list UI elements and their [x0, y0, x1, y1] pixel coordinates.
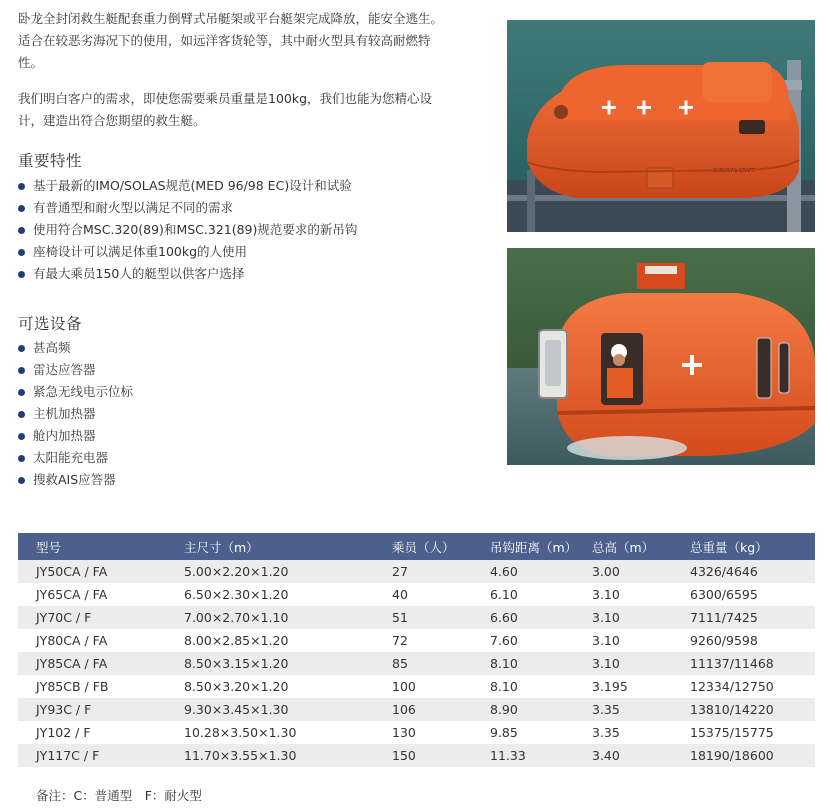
option-item: 太阳能充电器	[18, 447, 133, 469]
feature-item: 基于最新的IMO/SOLAS规范(MED 96/98 EC)设计和试验	[18, 175, 357, 197]
bullet-icon	[18, 271, 25, 278]
cell-weight: 15375/15775	[690, 725, 774, 740]
cell-height: 3.00	[592, 564, 620, 579]
header-height: 总高（m）	[592, 539, 655, 555]
bullet-icon	[18, 477, 25, 484]
feature-item: 使用符合MSC.320(89)和MSC.321(89)规范要求的新吊钩	[18, 219, 357, 241]
cell-capacity: 106	[392, 702, 416, 717]
cell-dimensions: 7.00×2.70×1.10	[184, 610, 289, 625]
table-row	[18, 629, 815, 652]
cell-height: 3.10	[592, 633, 620, 648]
intro-paragraph-2: 我们明白客户的需求，即使您需要乘员重量是100kg，我们也能为您精心设计，建造出符合您期望的救生艇。	[18, 91, 433, 128]
cell-dimensions: 6.50×2.30×1.20	[184, 587, 289, 602]
table-row	[18, 560, 815, 583]
cell-height: 3.35	[592, 702, 620, 717]
feature-item: 有普通型和耐火型以满足不同的需求	[18, 197, 357, 219]
cell-weight: 12334/12750	[690, 679, 774, 694]
header-weight: 总重量（kg）	[690, 539, 768, 555]
table-row	[18, 583, 815, 606]
cell-model: JY93C / F	[36, 702, 92, 717]
cell-hook-distance: 9.85	[490, 725, 518, 740]
cell-hook-distance: 8.10	[490, 679, 518, 694]
cell-hook-distance: 11.33	[490, 748, 526, 763]
option-item: 甚高频	[18, 337, 133, 359]
cell-model: JY80CA / FA	[36, 633, 108, 648]
cell-model: JY102 / F	[36, 725, 91, 740]
cell-weight: 7111/7425	[690, 610, 758, 625]
cell-height: 3.10	[592, 587, 620, 602]
cell-height: 3.35	[592, 725, 620, 740]
cell-capacity: 85	[392, 656, 408, 671]
option-item: 紧急无线电示位标	[18, 381, 133, 403]
cell-height: 3.195	[592, 679, 628, 694]
cell-dimensions: 9.30×3.45×1.30	[184, 702, 289, 717]
cell-model: JY65CA / FA	[36, 587, 108, 602]
specification-table	[18, 533, 815, 767]
cell-weight: 4326/4646	[690, 564, 758, 579]
header-dimensions: 主尺寸（m）	[184, 539, 259, 555]
header-capacity: 乘员（人）	[392, 539, 455, 555]
table-row	[18, 652, 815, 675]
lifeboat-photo-bottom	[507, 248, 815, 465]
option-item: 舱内加热器	[18, 425, 133, 447]
cell-weight: 9260/9598	[690, 633, 758, 648]
cell-height: 3.10	[592, 610, 620, 625]
cell-model: JY50CA / FA	[36, 564, 108, 579]
cell-dimensions: 10.28×3.50×1.30	[184, 725, 297, 740]
cell-capacity: 130	[392, 725, 416, 740]
bullet-icon	[18, 389, 25, 396]
bullet-icon	[18, 249, 25, 256]
intro-paragraph-1: 卧龙全封闭救生艇配套重力倒臂式吊艇架或平台艇架完成降放，能安全逃生。适合在较恶劣海况下的使用，如远洋客货轮等，其中耐火型具有较高耐燃特性。	[18, 11, 444, 70]
cell-height: 3.10	[592, 656, 620, 671]
cell-capacity: 40	[392, 587, 408, 602]
features-list	[18, 175, 357, 285]
intro-text	[18, 8, 448, 146]
cell-hook-distance: 4.60	[490, 564, 518, 579]
bullet-icon	[18, 367, 25, 374]
cell-model: JY70C / F	[36, 610, 92, 625]
cell-dimensions: 11.70×3.55×1.30	[184, 748, 297, 763]
cell-hook-distance: 6.10	[490, 587, 518, 602]
cell-dimensions: 8.50×3.15×1.20	[184, 656, 289, 671]
table-row	[18, 698, 815, 721]
cell-capacity: 27	[392, 564, 408, 579]
option-item: 搜救AIS应答器	[18, 469, 133, 491]
lifeboat-photo-top	[507, 20, 815, 232]
cell-dimensions: 8.50×3.20×1.20	[184, 679, 289, 694]
features-title: 重要特性	[18, 152, 83, 170]
bullet-icon	[18, 411, 25, 418]
cell-model: JY117C / F	[36, 748, 100, 763]
cell-capacity: 51	[392, 610, 408, 625]
table-row	[18, 721, 815, 744]
cell-weight: 18190/18600	[690, 748, 774, 763]
cell-model: JY85CB / FB	[36, 679, 109, 694]
bullet-icon	[18, 227, 25, 234]
cell-hook-distance: 8.90	[490, 702, 518, 717]
header-hook-distance: 吊钩距离（m）	[490, 539, 578, 555]
cell-hook-distance: 8.10	[490, 656, 518, 671]
option-item: 主机加热器	[18, 403, 133, 425]
feature-item: 座椅设计可以满足体重100kg的人使用	[18, 241, 357, 263]
cell-dimensions: 5.00×2.20×1.20	[184, 564, 289, 579]
lifeboat-bottom-illustration	[507, 248, 815, 465]
cell-weight: 11137/11468	[690, 656, 774, 671]
cell-capacity: 150	[392, 748, 416, 763]
bullet-icon	[18, 433, 25, 440]
cell-capacity: 72	[392, 633, 408, 648]
table-row	[18, 606, 815, 629]
bullet-icon	[18, 183, 25, 190]
options-title: 可选设备	[18, 315, 83, 333]
cell-weight: 13810/14220	[690, 702, 774, 717]
feature-item: 有最大乘员150人的艇型以供客户选择	[18, 263, 357, 285]
table-row	[18, 675, 815, 698]
options-list	[18, 337, 133, 491]
cell-weight: 6300/6595	[690, 587, 758, 602]
cell-dimensions: 8.00×2.85×1.20	[184, 633, 289, 648]
header-model: 型号	[36, 539, 62, 555]
bullet-icon	[18, 345, 25, 352]
cell-hook-distance: 7.60	[490, 633, 518, 648]
table-footnote: 备注：C：普通型 F：耐火型	[36, 788, 202, 803]
boat-marking-label: SURVIVAL CRAFT	[713, 168, 755, 174]
cell-height: 3.40	[592, 748, 620, 763]
cell-hook-distance: 6.60	[490, 610, 518, 625]
cell-capacity: 100	[392, 679, 416, 694]
bullet-icon	[18, 455, 25, 462]
option-item: 雷达应答器	[18, 359, 133, 381]
table-header-row	[18, 533, 815, 560]
table-row	[18, 744, 815, 767]
lifeboat-top-illustration	[507, 20, 815, 232]
cell-model: JY85CA / FA	[36, 656, 108, 671]
bullet-icon	[18, 205, 25, 212]
